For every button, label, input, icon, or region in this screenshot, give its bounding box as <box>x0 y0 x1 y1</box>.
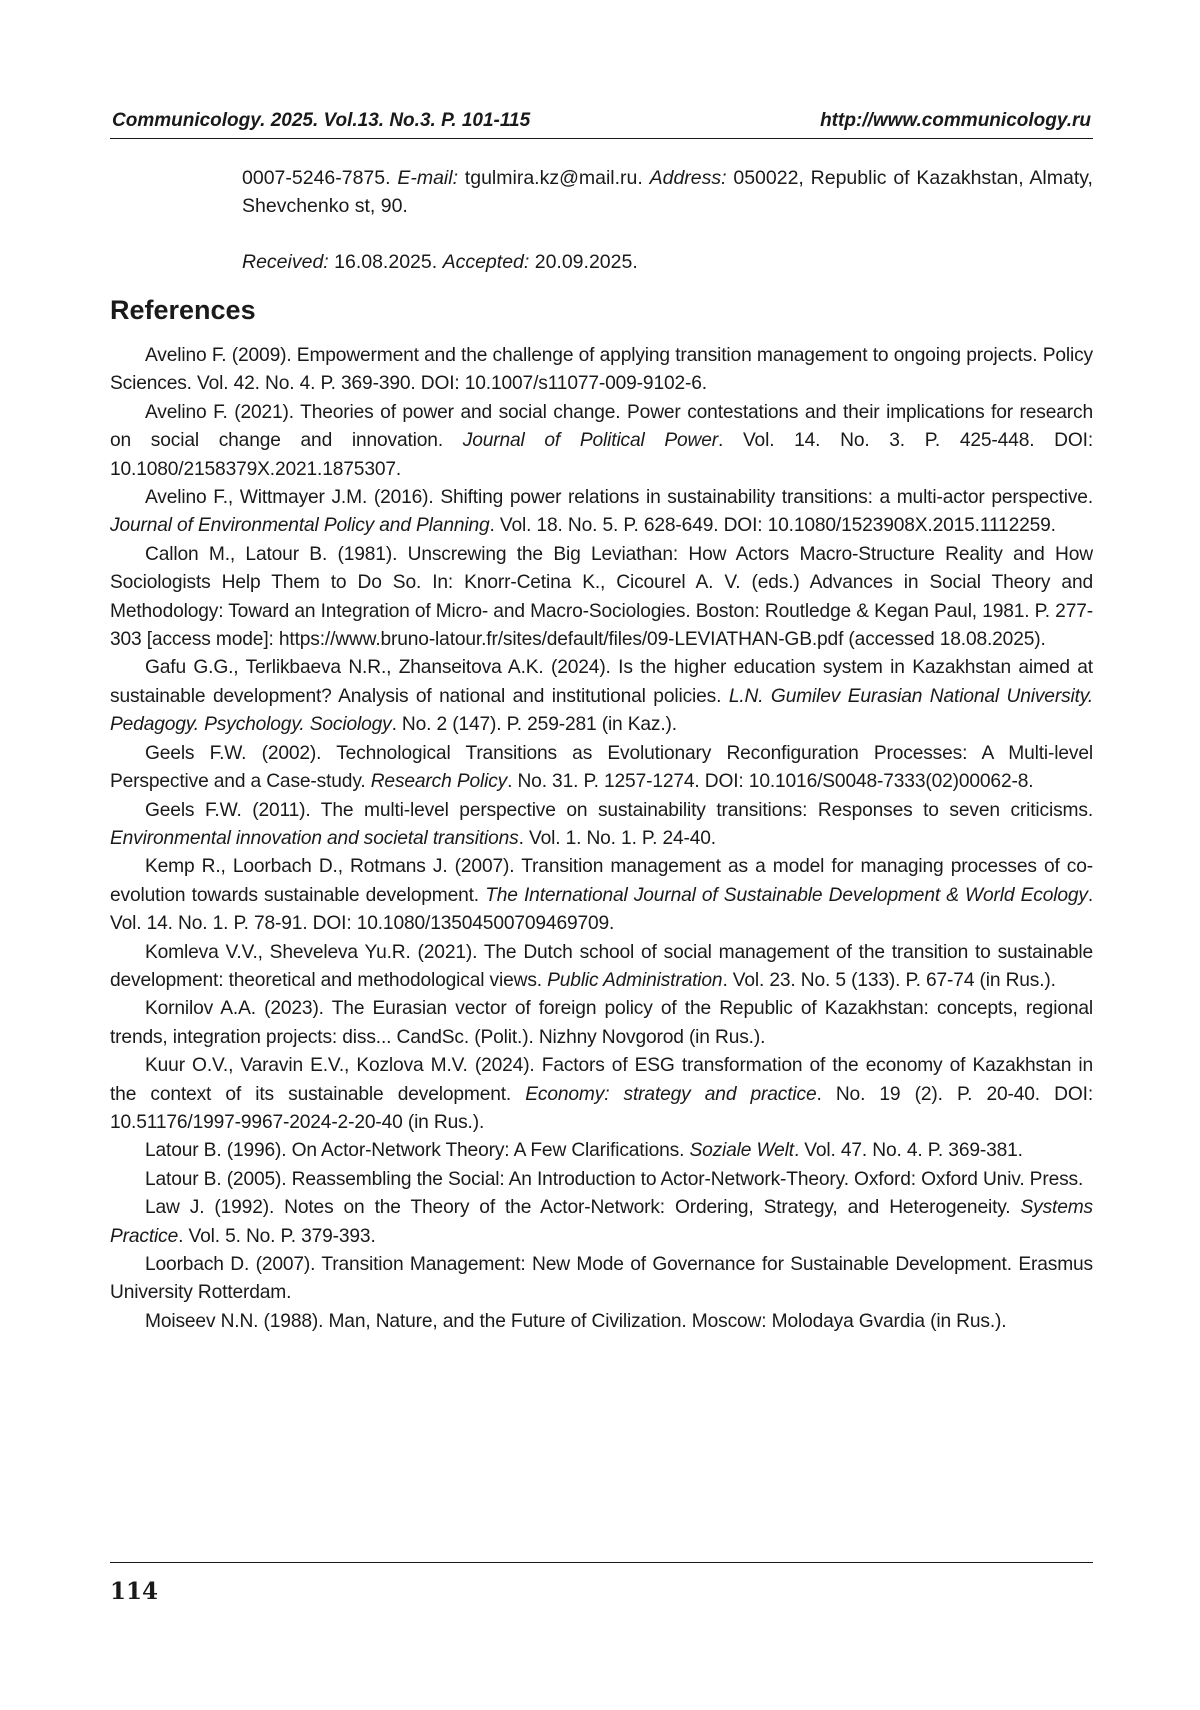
reference-item: Loorbach D. (2007). Transition Management: New Mode of Governance for Sustainable Development. Erasmus University Rotterdam. <box>110 1254 1093 1304</box>
reference-item: Law J. (1992). Notes on the Theory of the Actor-Network: Ordering, Strategy, and Heterogeneity. Systems Practice. Vol. 5. No. P. 379-393. <box>110 1197 1093 1247</box>
footer-divider <box>110 1562 1093 1563</box>
author-contact-info <box>242 164 1093 220</box>
orcid-tail: 0007-5246-7875. <box>242 167 398 189</box>
received-date: 16.08.2025. <box>328 251 443 273</box>
reference-item: Geels F.W. (2011). The multi-level perspective on sustainability transitions: Responses to seven criticisms. Environmental innovation and societal transitions. Vol. 1. No. 1. P. 24-40. <box>110 799 1093 849</box>
article-dates <box>242 248 638 276</box>
address-label: Address: <box>649 167 727 189</box>
reference-item: Geels F.W. (2002). Technological Transitions as Evolutionary Reconfiguration Processes: A Multi-level Perspective and a Case-study. Research Policy. No. 31. P. 1257-1274. DOI: 10.1016/S0048-7333(02)00062-8. <box>110 742 1093 793</box>
reference-item: Avelino F. (2021). Theories of power and social change. Power contestations and their implications for research on social change and innovation. Journal of Political Power. Vol. 14. No. 3. P. 425-448. DOI: 10.1080/2158379X.2021.1875307. <box>110 401 1094 480</box>
page-number: 114 <box>110 1578 159 1605</box>
accepted-label: Accepted: <box>442 251 530 273</box>
postal-address: 050022, Republic of Kazakhstan, Almaty, Shevchenko st, 90. <box>242 167 1093 217</box>
journal-citation: Communicology. 2025. Vol.13. No.3. P. 101-115 <box>112 110 531 131</box>
reference-item: Avelino F., Wittmayer J.M. (2016). Shifting power relations in sustainability transitions: a multi-actor perspective. Journal of Environmental Policy and Planning. Vol. 18. No. 5. P. 628-649. DOI: 10.1080/1523908X.2015.1112259. <box>110 487 1093 537</box>
reference-item: Kornilov A.A. (2023). The Eurasian vector of foreign policy of the Republic of Kazakhstan: concepts, regional trends, integration projects: diss... CandSc. (Polit.). Nizhny Novgorod (in Rus.). <box>110 998 1093 1048</box>
reference-item: Komleva V.V., Sheveleva Yu.R. (2021). The Dutch school of social management of the transition to sustainable development: theoretical and methodological views. Public Administration. Vol. 23. No. 5 (133). P. 67-74 (in Rus.). <box>110 941 1093 991</box>
reference-item: Kemp R., Loorbach D., Rotmans J. (2007). Transition management as a model for managing processes of co-evolution towards sustainable development. The International Journal of Sustainable Development & World Ecology. Vol. 14. No. 1. P. 78-91. DOI: 10.1080/13504500709469709. <box>110 856 1094 935</box>
received-label: Received: <box>242 251 329 273</box>
reference-item: Kuur O.V., Varavin E.V., Kozlova M.V. (2024). Factors of ESG transformation of the economy of Kazakhstan in the context of its sustainable development. Economy: strategy and practice. No. 19 (2). P. 20-40. DOI: 10.51176/1997-9967-2024-2-20-40 (in Rus.). <box>110 1055 1093 1133</box>
reference-item: Latour B. (1996). On Actor-Network Theory: A Few Clarifications. Soziale Welt. Vol. 47. No. 4. P. 369-381. <box>145 1140 1023 1162</box>
accepted-date: 20.09.2025. <box>529 251 638 273</box>
email-label: E-mail: <box>397 167 459 189</box>
journal-url[interactable]: http://www.communicology.ru <box>820 110 1091 131</box>
reference-item: Moiseev N.N. (1988). Man, Nature, and the Future of Civilization. Moscow: Molodaya Gvardia (in Rus.). <box>145 1310 1007 1332</box>
references-heading: References <box>110 295 256 325</box>
running-header <box>110 104 1093 139</box>
reference-item: Avelino F. (2009). Empowerment and the challenge of applying transition management to ongoing projects. Policy Sciences. Vol. 42. No. 4. P. 369-390. DOI: 10.1007/s11077-009-9102-6. <box>110 345 1093 395</box>
reference-item: Gafu G.G., Terlikbaeva N.R., Zhanseitova A.K. (2024). Is the higher education system in Kazakhstan aimed at sustainable development? Analysis of national and institutional policies. L.N. Gumilev Eurasian National University. Pedagogy. Psychology. Sociology. No. 2 (147). P. 259-281 (in Kaz.). <box>110 657 1094 736</box>
email-address[interactable]: tgulmira.kz@mail.ru. <box>458 167 650 189</box>
reference-item: Latour B. (2005). Reassembling the Social: An Introduction to Actor-Network-Theory. Oxford: Oxford Univ. Press. <box>145 1168 1084 1190</box>
reference-item: Callon M., Latour B. (1981). Unscrewing the Big Leviathan: How Actors Macro-Structure Reality and How Sociologists Help Them to Do So. In: Knorr-Cetina K., Cicourel A. V. (eds.) Advances in Social Theory and Methodology: Toward an Integration of Micro- and Macro-Sociologies. Boston: Routledge & Kegan Paul, 1981. P. 277-303 [access mode]: https://www.bruno-latour.fr/sites/default/files/09-LEVIATHAN-GB.pdf (accessed 18.08.2025). <box>110 543 1093 651</box>
references-list <box>110 342 1093 1336</box>
